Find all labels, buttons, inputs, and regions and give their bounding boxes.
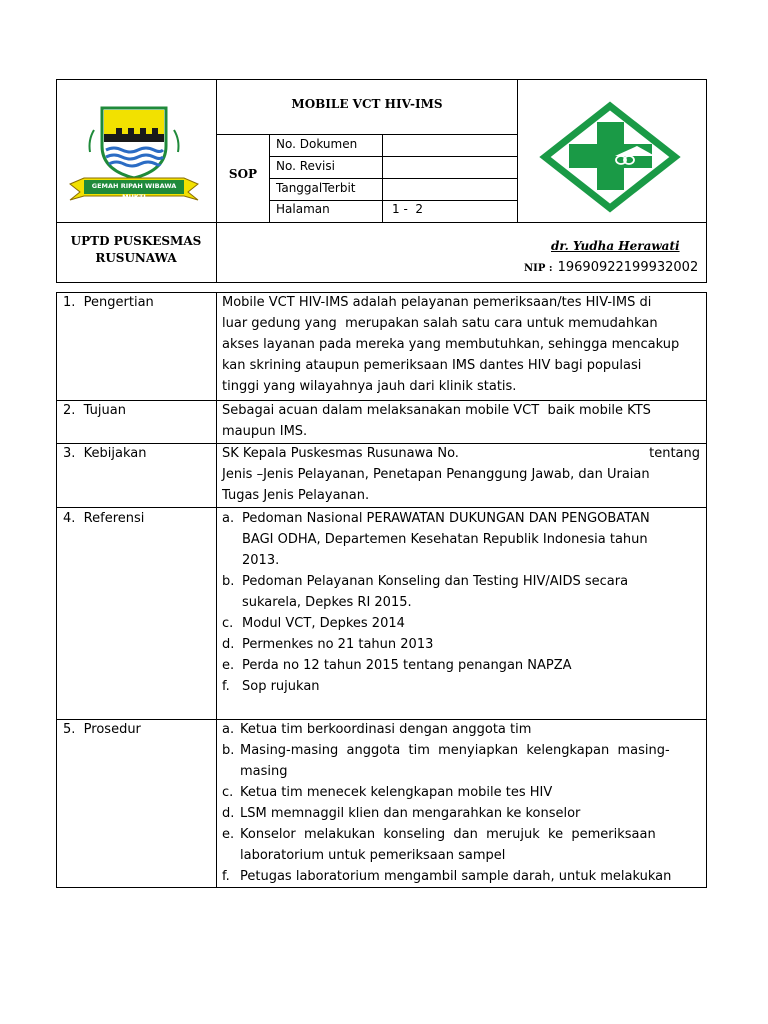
nip-label: NIP : xyxy=(524,263,553,274)
paragraph-line: Tugas Jenis Pelayanan. xyxy=(222,488,370,503)
paragraph-line: Sebagai acuan dalam melaksanakan mobile VCT baik mobile KTS xyxy=(222,403,651,418)
paragraph-line: tinggi yang wilayahnya jauh dari klinik statis. xyxy=(222,379,517,394)
kebijakan-sk: SK Kepala Puskesmas Rusunawa No. xyxy=(222,446,459,461)
field-halaman-label: Halaman xyxy=(276,202,330,216)
field-halaman-value: 1 - 2 xyxy=(392,202,424,216)
list-item xyxy=(222,571,700,613)
signer-name-text: dr. Yudha Herawati xyxy=(551,239,680,253)
section-label-tujuan: 2. Tujuan xyxy=(63,403,126,418)
list-line: Perda no 12 tahun 2015 tentang penangan NAPZA xyxy=(242,658,572,673)
city-logo xyxy=(64,100,204,210)
list-marker: d. xyxy=(222,806,235,821)
list-item xyxy=(222,824,700,866)
list-marker: a. xyxy=(222,511,235,526)
list-item xyxy=(222,740,700,782)
institution-name-line2: RUSUNAWA xyxy=(95,251,177,265)
list-line: Pedoman Pelayanan Konseling dan Testing HIV/AIDS secara xyxy=(242,574,629,589)
logo-motto: GEMAH RIPAH WIBAWA MUKTI xyxy=(91,182,177,201)
list-line: Ketua tim berkoordinasi dengan anggota tim xyxy=(240,722,532,737)
list-marker: c. xyxy=(222,785,234,800)
nip-value: 19690922199932002 xyxy=(557,260,699,275)
list-line: Sop rujukan xyxy=(242,679,320,694)
list-line: Masing-masing anggota tim menyiapkan kelengkapan masing- xyxy=(240,743,670,758)
paragraph-line: Mobile VCT HIV-IMS adalah pelayanan pemeriksaan/tes HIV-IMS di xyxy=(222,295,652,310)
section-label-prosedur: 5. Prosedur xyxy=(63,722,141,737)
list-line: Petugas laboratorium mengambil sample darah, untuk melakukan xyxy=(240,869,672,884)
list-item xyxy=(222,782,700,803)
list-line: Konselor melakukan konseling dan merujuk ke pemeriksaan xyxy=(240,827,656,842)
list-item xyxy=(222,676,700,697)
section-label-referensi: 4. Referensi xyxy=(63,511,145,526)
sop-label: SOP xyxy=(228,167,258,181)
pengertian-text xyxy=(222,292,700,397)
list-line: 2013. xyxy=(242,553,280,568)
list-marker: f. xyxy=(222,869,230,884)
paragraph-line: kan skrining ataupun pemeriksaan IMS dantes HIV bagi populasi xyxy=(222,358,642,373)
list-marker: c. xyxy=(222,616,234,631)
list-item xyxy=(222,613,700,634)
list-marker: b. xyxy=(222,743,235,758)
field-no-revisi-label: No. Revisi xyxy=(276,159,335,173)
list-item xyxy=(222,803,700,824)
list-line: LSM memnaggil klien dan mengarahkan ke konselor xyxy=(240,806,581,821)
list-marker: a. xyxy=(222,722,235,737)
list-line: laboratorium untuk pemeriksaan sampel xyxy=(240,848,506,863)
list-marker: f. xyxy=(222,679,230,694)
list-marker: e. xyxy=(222,827,235,842)
list-line: masing xyxy=(240,764,288,779)
nip-row xyxy=(524,256,698,275)
paragraph-line: Jenis –Jenis Pelayanan, Penetapan Penanggung Jawab, dan Uraian xyxy=(222,467,650,482)
list-marker: e. xyxy=(222,658,235,673)
list-line: Ketua tim menecek kelengkapan mobile tes HIV xyxy=(240,785,553,800)
paragraph-line: luar gedung yang merupakan salah satu cara untuk memudahkan xyxy=(222,316,658,331)
section-label-kebijakan: 3. Kebijakan xyxy=(63,446,147,461)
kebijakan-tentang: tentang xyxy=(649,446,700,461)
paragraph-line: akses layanan pada mereka yang membutuhkan, sehingga mencakup xyxy=(222,337,680,352)
list-marker: d. xyxy=(222,637,235,652)
list-item xyxy=(222,719,700,740)
signer-name xyxy=(551,239,680,253)
list-item xyxy=(222,508,700,571)
document-title: MOBILE VCT HIV-IMS xyxy=(291,97,443,111)
list-marker: b. xyxy=(222,574,235,589)
puskesmas-cross-icon xyxy=(537,100,683,216)
field-tanggal-label: TanggalTerbit xyxy=(276,181,356,195)
list-item xyxy=(222,866,700,887)
list-item xyxy=(222,655,700,676)
list-line: sukarela, Depkes RI 2015. xyxy=(242,595,412,610)
list-line: Pedoman Nasional PERAWATAN DUKUNGAN DAN PENGOBATAN xyxy=(242,511,650,526)
institution-name-line1: UPTD PUSKESMAS xyxy=(70,234,202,248)
kebijakan-text xyxy=(222,443,700,506)
field-no-dokumen-label: No. Dokumen xyxy=(276,137,358,151)
list-line: Modul VCT, Depkes 2014 xyxy=(242,616,405,631)
puskesmas-logo xyxy=(537,100,683,216)
referensi-list xyxy=(222,508,700,697)
list-item xyxy=(222,634,700,655)
list-line: BAGI ODHA, Departemen Kesehatan Republik Indonesia tahun xyxy=(242,532,648,547)
prosedur-list xyxy=(222,719,700,887)
tujuan-text xyxy=(222,400,700,442)
list-line: Permenkes no 21 tahun 2013 xyxy=(242,637,434,652)
paragraph-line: maupun IMS. xyxy=(222,424,308,439)
kebijakan-first-line xyxy=(222,443,700,464)
section-label-pengertian: 1. Pengertian xyxy=(63,295,154,310)
